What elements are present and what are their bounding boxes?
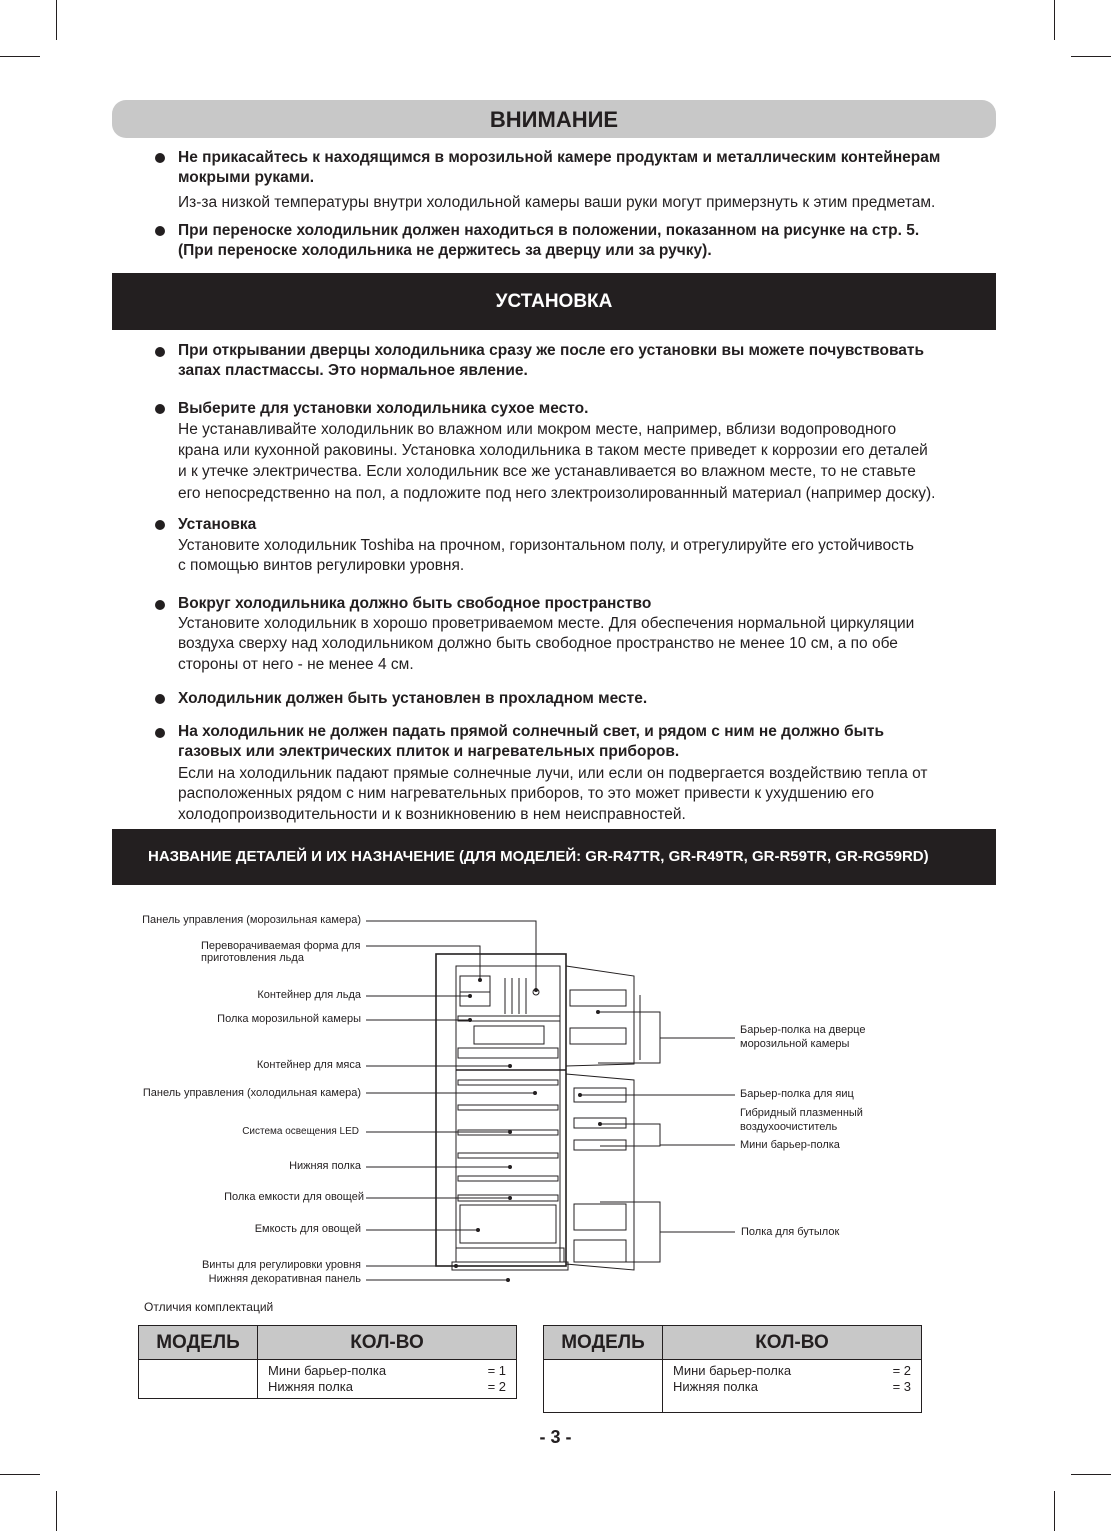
install-text: холодопроизводительности и к возникновению в нем неисправностей. [178,806,686,823]
label-ice-tray: Переворачиваемая форма для [201,940,361,952]
label-egg-pocket: Барьер-полка для яиц [740,1088,854,1100]
install-text: воздуха сверху над холодильником должно быть свободное пространство не менее 10 см, а по обе [178,635,898,652]
label-fridge-control-panel: Панель управления (холодильная камера) [142,1087,361,1099]
label-led-lighting: Система освещения LED [242,1126,359,1137]
label-meat-container: Контейнер для мяса [256,1059,361,1071]
qty-cell [258,1360,517,1399]
install-text: Если на холодильник падают прямые солнечные лучи, или если он подвергается воздействию тепла от [178,765,928,782]
install-header: УСТАНОВКА [112,273,996,330]
install-heading: На холодильник не должен падать прямой солнечный свет, и рядом с ним не должно быть [178,723,884,740]
install-text: и к утечке электричества. Если холодильник все же устанавливается во влажном месте, то не ставьте [178,463,916,480]
warning-text: мокрыми руками. [178,169,315,186]
install-text: крана или кухонной раковины. Установка холодильника в таком месте приведет к коррозии его деталей [178,442,928,459]
page-number: - 3 - [539,1427,572,1447]
install-text: При открывании дверцы холодильника сразу же после его установки вы можете почувствовать [178,342,925,359]
qty-row: Мини барьер-полка = 1 [268,1363,506,1378]
install-heading: Вокруг холодильника должно быть свободное пространство [178,595,652,612]
label-lower-shelf: Нижняя полка [289,1160,361,1172]
label-vegetable-case: Емкость для овощей [254,1223,361,1235]
install-text: его непосредственно на пол, а подложите под него злектроизолированнный материал (например доску). [178,485,936,502]
install-heading: Выберите для установки холодильника сухое место. [178,400,589,417]
label-vegetable-shelf: Полка емкости для овощей [224,1191,364,1203]
qty-cell [663,1360,922,1413]
config-table-2 [543,1325,922,1413]
label-freezer-shelf: Полка морозильной камеры [217,1013,361,1025]
label-freezer-door-pocket: морозильной камеры [740,1038,850,1050]
parts-header: НАЗВАНИЕ ДЕТАЛЕЙ И ИХ НАЗНАЧЕНИЕ (ДЛЯ МОДЕЛЕЙ: GR-R47TR, GR-R49TR, GR-R59TR, GR-RG59RD) [112,829,996,885]
install-text: Установите холодильник Toshiba на прочном, горизонтальном полу, и отрегулируйте его устойчивость [178,537,914,554]
col-qty: КОЛ-ВО [663,1326,922,1360]
col-model: МОДЕЛЬ [544,1326,663,1360]
install-text: расположенных рядом с ним нагревательных приборов, то это может привести к ухудшению его [178,785,874,802]
qty-row: Нижняя полка = 2 [268,1379,506,1394]
config-table-1 [138,1325,517,1399]
warning-header: ВНИМАНИЕ [112,100,996,138]
qty-row: Нижняя полка = 3 [673,1379,911,1394]
label-leveling-screws: Винты для регулировки уровня [201,1259,361,1271]
label-freezer-door-pocket: Барьер-полка на дверце [740,1024,866,1036]
label-ice-tray: приготовления льда [201,952,304,964]
install-text: Не устанавливайте холодильник во влажном или мокром месте, например, вблизи водопроводного [178,421,897,438]
label-air-purifier: Гибридный плазменный [740,1107,863,1119]
install-heading: газовых или электрических плиток и нагревательных приборов. [178,743,680,760]
model-cell [139,1360,258,1399]
install-heading: Холодильник должен быть установлен в прохладном месте. [178,690,648,707]
warning-text: Не прикасайтесь к находящимся в морозильной камере продуктам и металлическим контейнерам [178,149,941,166]
install-text: стороны от него - не менее 4 см. [178,656,414,673]
install-heading: Установка [178,516,257,533]
label-bottle-pocket: Полка для бутылок [741,1226,840,1238]
warning-text: При переноске холодильник должен находиться в положении, показанном на рисунке на стр. 5. [178,222,920,239]
install-text: Установите холодильник в хорошо проветриваемом месте. Для обеспечения нормальной циркуляции [178,615,915,632]
warning-note: Из-за низкой температуры внутри холодильной камеры ваши руки могут примерзнуть к этим предметам. [178,194,936,211]
qty-row: Мини барьер-полка = 2 [673,1363,911,1378]
col-model: МОДЕЛЬ [139,1326,258,1360]
warning-text: (При переноске холодильника не держитесь за дверцу или за ручку). [178,242,712,259]
label-freezer-control-panel: Панель управления (морозильная камера) [142,914,361,926]
config-caption: Отличия комплектаций [144,1300,274,1314]
label-mini-pocket: Мини барьер-полка [740,1139,840,1151]
label-base-panel: Нижняя декоративная панель [208,1273,361,1285]
label-ice-container: Контейнер для льда [257,989,361,1001]
install-text: запах пластмассы. Это нормальное явление. [178,362,528,379]
model-cell [544,1360,663,1413]
label-air-purifier: воздухоочиститель [740,1121,838,1133]
install-text: с помощью винтов регулировки уровня. [178,557,465,574]
col-qty: КОЛ-ВО [258,1326,517,1360]
